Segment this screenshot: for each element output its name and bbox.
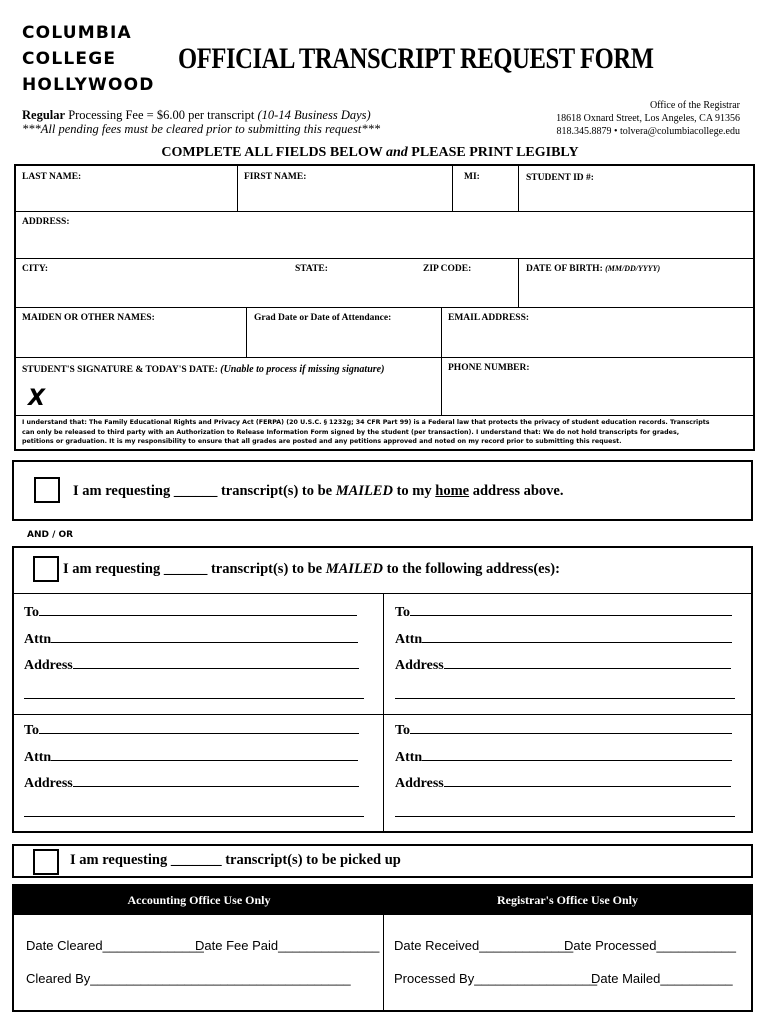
- form-title: OFFICIAL TRANSCRIPT REQUEST FORM: [178, 42, 654, 75]
- address-to[interactable]: [24, 604, 357, 621]
- address-attn[interactable]: [24, 749, 358, 766]
- attn-line: [422, 749, 732, 761]
- date-processed-field[interactable]: Date Processed___________: [564, 938, 737, 953]
- mail-home-c: to my: [392, 483, 436, 499]
- date-received-field[interactable]: Date Received_____________: [394, 938, 574, 953]
- address-attn[interactable]: [395, 631, 732, 648]
- processing-fee: [22, 108, 371, 123]
- to-line: [39, 722, 359, 734]
- accounting-office-header: Accounting Office Use Only: [14, 886, 384, 915]
- mail-other-b: MAILED: [325, 561, 383, 577]
- to-label: To: [395, 605, 411, 620]
- address-label: Address: [24, 776, 73, 791]
- pickup-checkbox[interactable]: [33, 849, 59, 875]
- mail-other-text: [63, 561, 560, 578]
- student-id-label: STUDENT ID #:: [526, 173, 594, 183]
- address-extra-line[interactable]: [24, 698, 364, 699]
- logo-line: COLUMBIA: [22, 23, 132, 43]
- mi-label: MI:: [464, 172, 480, 182]
- date-fee-paid-field[interactable]: Date Fee Paid______________: [195, 938, 380, 953]
- ferpa-notice: I understand that: The Family Educational Rights and Privacy Act (FERPA) (20 U.S.C. § 1232g; 34 CFR Part 99) is a Federal law that protects the privacy of student education records. Transcripts can only be released to third party with an Authorization to Release Information Form signed by the student (per transaction). I understand that: We do not hold transcripts for grades, petitions or graduation. It is my responsibility to ensure that all grades are posted and any petitions approved and noted on my record prior to submitting this request.: [22, 419, 710, 445]
- grad-date-label: Grad Date or Date of Attendance:: [254, 313, 392, 323]
- signature-label: [22, 364, 384, 375]
- pending-note: ***All pending fees must be cleared prior to submitting this request***: [22, 122, 381, 136]
- address-grid-vline: [383, 594, 384, 831]
- address-line: [73, 775, 359, 787]
- address-to[interactable]: [24, 722, 359, 739]
- attn-label: Attn: [24, 632, 52, 647]
- office-line: 18618 Oxnard Street, Los Angeles, CA 91356: [556, 113, 740, 124]
- maiden-label: MAIDEN OR OTHER NAMES:: [22, 313, 155, 323]
- to-line: [410, 722, 732, 734]
- address-label: Address: [395, 658, 444, 673]
- date-mailed-field[interactable]: Date Mailed__________: [591, 971, 733, 986]
- cleared-by-field[interactable]: Cleared By____________________________________: [26, 971, 351, 986]
- college-logo: [22, 20, 155, 98]
- mail-other-checkbox[interactable]: [33, 556, 59, 582]
- dob-text: DATE OF BIRTH:: [526, 264, 606, 274]
- email-label: EMAIL ADDRESS:: [448, 313, 530, 323]
- state-label: STATE:: [295, 264, 328, 274]
- instructions: [0, 145, 740, 161]
- address-to[interactable]: [395, 722, 732, 739]
- address-to[interactable]: [395, 604, 732, 621]
- signature-text: STUDENT'S SIGNATURE & TODAY'S DATE:: [22, 365, 221, 375]
- mail-home-d: home: [435, 483, 470, 499]
- address-label: Address: [24, 658, 73, 673]
- mail-home-checkbox[interactable]: [34, 477, 60, 503]
- address-field[interactable]: [16, 212, 753, 259]
- mail-home-e: address above.: [469, 483, 564, 499]
- address-address[interactable]: [395, 657, 731, 674]
- instr-and: and: [386, 145, 408, 160]
- address-label: Address: [395, 776, 444, 791]
- office-line: Office of the Registrar: [649, 100, 740, 111]
- address-address[interactable]: [24, 775, 359, 792]
- address-line: [444, 657, 731, 669]
- mail-home-a: I am requesting ______ transcript(s) to be: [73, 483, 336, 499]
- office-info: [556, 99, 740, 138]
- mail-other-c: to the following address(es):: [382, 561, 560, 577]
- address-extra-line[interactable]: [24, 816, 364, 817]
- address-extra-line[interactable]: [395, 698, 735, 699]
- fee-text: Processing Fee = $6.00 per transcript: [65, 108, 258, 122]
- office-use-divider: [383, 915, 384, 1010]
- signature-note: (Unable to process if missing signature): [220, 364, 385, 375]
- attn-line: [422, 631, 732, 643]
- mail-home-b: MAILED: [335, 483, 393, 499]
- phone-label: PHONE NUMBER:: [448, 363, 530, 373]
- to-label: To: [24, 723, 40, 738]
- to-line: [410, 604, 732, 616]
- attn-line: [51, 749, 358, 761]
- fee-italic: (10-14 Business Days): [257, 108, 371, 122]
- office-line: 818.345.8879 • tolvera@columbiacollege.edu: [556, 126, 740, 137]
- city-label: CITY:: [22, 264, 49, 274]
- and-or-label: AND / OR: [27, 530, 74, 540]
- address-attn[interactable]: [395, 749, 732, 766]
- address-address[interactable]: [395, 775, 731, 792]
- instr-b: PLEASE PRINT LEGIBLY: [407, 145, 579, 160]
- logo-line: HOLLYWOOD: [22, 75, 155, 95]
- mi-field[interactable]: [453, 166, 519, 212]
- logo-line: COLLEGE: [22, 49, 117, 69]
- dob-label: [526, 264, 660, 274]
- pickup-text: I am requesting _______ transcript(s) to be picked up: [70, 852, 401, 868]
- first-name-label: FIRST NAME:: [244, 172, 307, 182]
- instr-a: COMPLETE ALL FIELDS BELOW: [161, 145, 386, 160]
- address-label: ADDRESS:: [22, 217, 70, 227]
- address-line: [73, 657, 359, 669]
- address-grid-hline: [14, 714, 751, 715]
- mail-home-text: [73, 483, 564, 500]
- address-address[interactable]: [24, 657, 359, 674]
- dob-format: (MM/DD/YYYY): [605, 264, 661, 273]
- last-name-label: LAST NAME:: [22, 172, 82, 182]
- attn-line: [51, 631, 358, 643]
- signature-x-mark: X: [28, 386, 45, 411]
- date-cleared-field[interactable]: Date Cleared______________: [26, 938, 204, 953]
- address-line: [444, 775, 731, 787]
- attn-label: Attn: [24, 750, 52, 765]
- attn-label: Attn: [395, 750, 423, 765]
- registrar-office-header: Registrar's Office Use Only: [384, 886, 751, 915]
- to-label: To: [395, 723, 411, 738]
- attn-label: Attn: [395, 632, 423, 647]
- address-extra-line[interactable]: [395, 816, 735, 817]
- address-attn[interactable]: [24, 631, 358, 648]
- fee-bold: Regular: [22, 108, 66, 122]
- mail-other-a: I am requesting ______ transcript(s) to be: [63, 561, 326, 577]
- to-label: To: [24, 605, 40, 620]
- zip-label: ZIP CODE:: [423, 264, 472, 274]
- to-line: [39, 604, 357, 616]
- processed-by-field[interactable]: Processed By_________________: [394, 971, 598, 986]
